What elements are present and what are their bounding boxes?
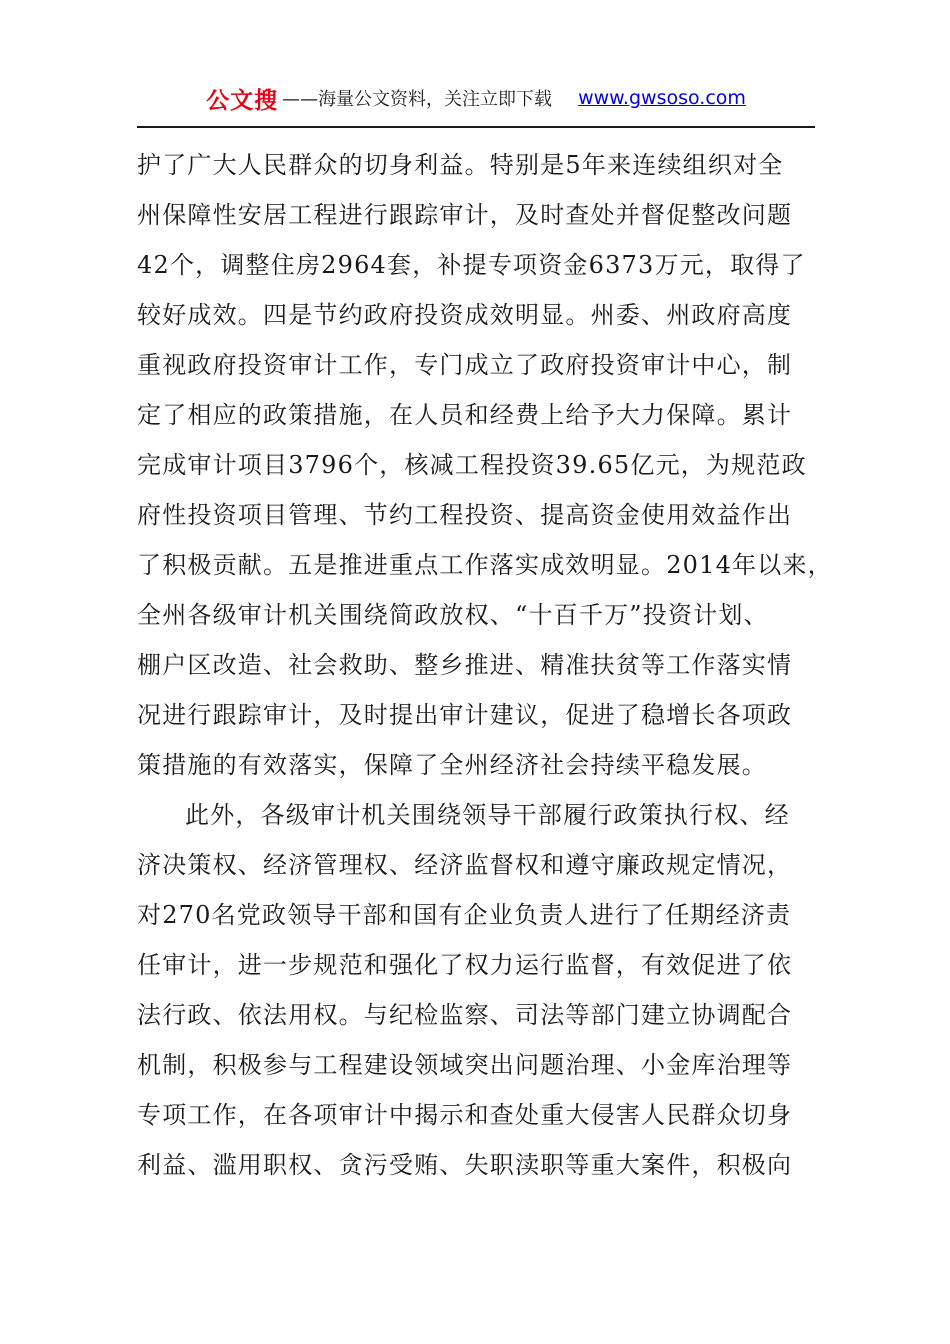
text-line: 况进行跟踪审计，及时提出审计建议，促进了稳增长各项政 — [137, 701, 793, 729]
text-line: 专项工作，在各项审计中揭示和查处重大侵害人民群众切身 — [137, 1101, 793, 1129]
text-line: 法行政、依法用权。与纪检监察、司法等部门建立协调配合 — [137, 1001, 793, 1029]
text-line: 策措施的有效落实，保障了全州经济社会持续平稳发展。 — [137, 751, 767, 779]
text-line: 42个，调整住房2964套，补提专项资金6373万元，取得了 — [137, 251, 806, 279]
text-line: 任审计，进一步规范和强化了权力运行监督，有效促进了依 — [137, 951, 793, 979]
text-line: 济决策权、经济管理权、经济监督权和遵守廉政规定情况， — [137, 851, 793, 879]
brand-logo-text: 公文搜 — [206, 87, 279, 114]
text-line: 利益、滥用职权、贪污受贿、失职渎职等重大案件，积极向 — [137, 1151, 793, 1179]
header-tagline: ——海量公文资料，关注立即下载 — [282, 89, 553, 110]
website-link[interactable]: www.gwsoso.com — [578, 87, 746, 109]
text-line: 棚户区改造、社会救助、整乡推进、精准扶贫等工作落实情 — [137, 651, 793, 679]
paragraph-first-line: 此外，各级审计机关围绕领导干部履行政策执行权、经 — [185, 801, 790, 829]
text-line: 定了相应的政策措施，在人员和经费上给予大力保障。累计 — [137, 401, 793, 429]
text-line: 全州各级审计机关围绕简政放权、“十百千万”投资计划、 — [137, 601, 769, 629]
document-body — [137, 140, 837, 1190]
page-header — [137, 80, 815, 116]
header-divider — [137, 126, 815, 128]
text-line: 州保障性安居工程进行跟踪审计，及时查处并督促整改问题 — [137, 201, 793, 229]
text-line: 机制，积极参与工程建设领域突出问题治理、小金库治理等 — [137, 1051, 793, 1079]
text-line: 了积极贡献。五是推进重点工作落实成效明显。2014年以来， — [137, 551, 833, 579]
text-line: 护了广大人民群众的切身利益。特别是5年来连续组织对全 — [137, 151, 784, 179]
text-line: 府性投资项目管理、节约工程投资、提高资金使用效益作出 — [137, 501, 793, 529]
text-line: 重视政府投资审计工作，专门成立了政府投资审计中心，制 — [137, 351, 793, 379]
text-line: 对270名党政领导干部和国有企业负责人进行了任期经济责 — [137, 901, 792, 929]
text-line: 较好成效。四是节约政府投资成效明显。州委、州政府高度 — [137, 301, 793, 329]
text-line: 完成审计项目3796个，核减工程投资39.65亿元，为规范政 — [137, 451, 807, 479]
